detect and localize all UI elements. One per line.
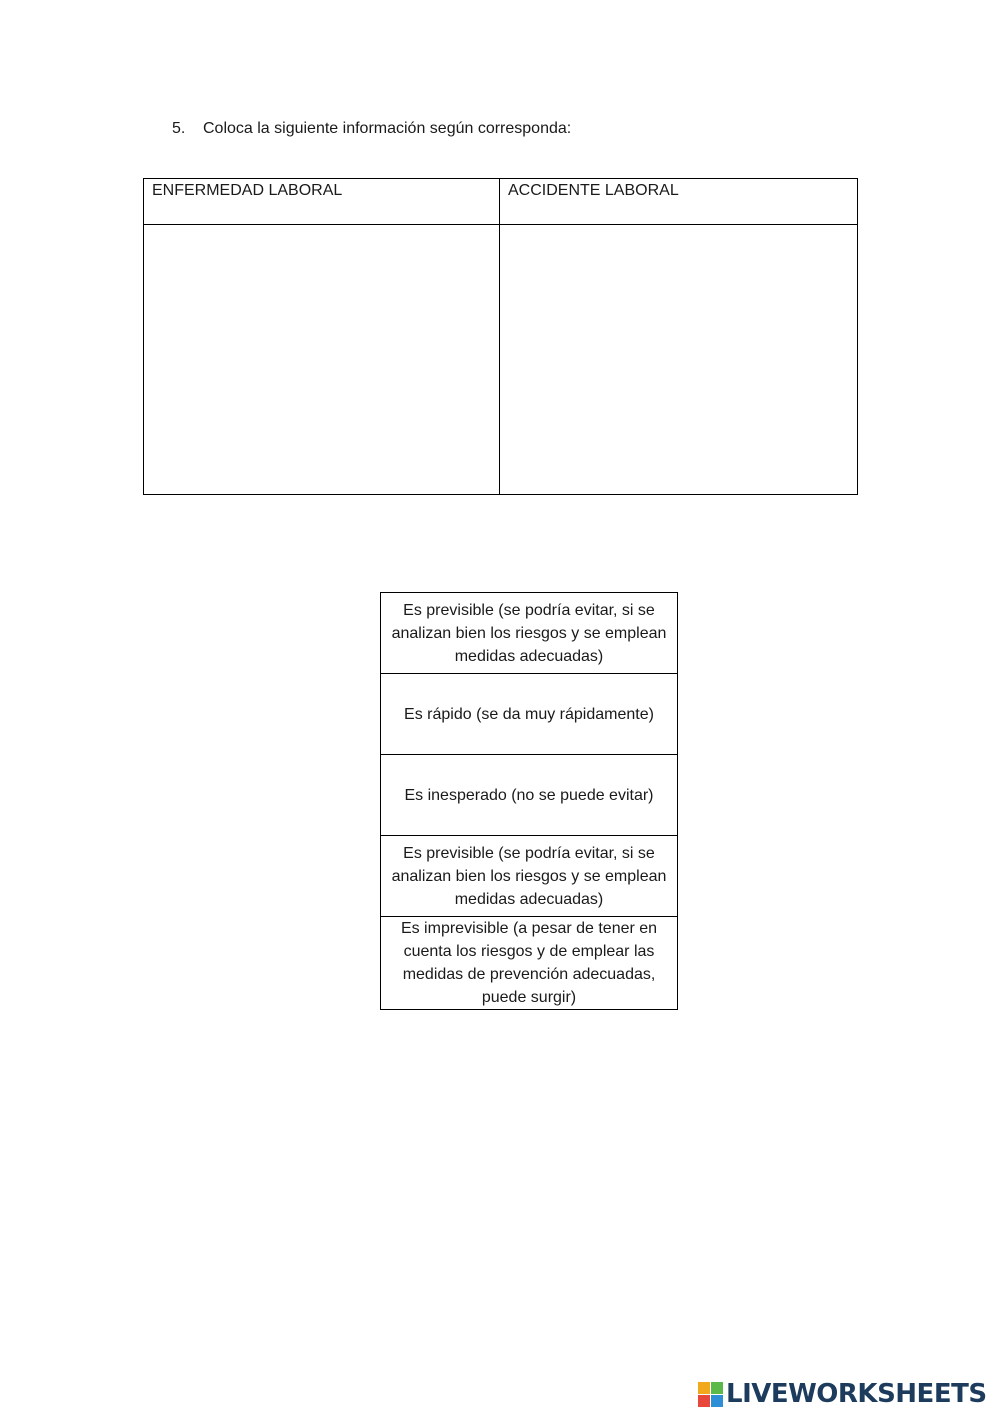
logo-text: LIVEWORKSHEETS	[726, 1379, 987, 1409]
logo-tile-icon	[698, 1395, 710, 1407]
drop-zone-enfermedad-laboral[interactable]	[144, 225, 500, 495]
logo-tile-icon	[711, 1395, 723, 1407]
answer-cards	[380, 592, 678, 1010]
instruction	[172, 118, 571, 140]
header-accidente-laboral: ACCIDENTE LABORAL	[500, 179, 858, 225]
instruction-text: Coloca la siguiente información según corresponda:	[203, 120, 572, 137]
liveworksheets-logo	[698, 1380, 987, 1408]
answer-card[interactable]: Es inesperado (no se puede evitar)	[381, 755, 678, 836]
answer-card[interactable]: Es previsible (se podría evitar, si se analizan bien los riesgos y se emplean medidas adecuadas)	[381, 593, 678, 674]
logo-tile-icon	[711, 1382, 723, 1394]
logo-tile-icon	[698, 1382, 710, 1394]
instruction-number: 5.	[172, 120, 186, 137]
drop-zone-accidente-laboral[interactable]	[500, 225, 858, 495]
header-enfermedad-laboral: ENFERMEDAD LABORAL	[144, 179, 500, 225]
classification-table	[143, 178, 858, 495]
answer-card[interactable]: Es previsible (se podría evitar, si se analizan bien los riesgos y se emplean medidas adecuadas)	[381, 836, 678, 917]
answer-card[interactable]: Es rápido (se da muy rápidamente)	[381, 674, 678, 755]
answer-card[interactable]: Es imprevisible (a pesar de tener en cuenta los riesgos y de emplear las medidas de prevención adecuadas, puede surgir)	[381, 917, 678, 1010]
logo-tiles-icon	[698, 1382, 723, 1407]
